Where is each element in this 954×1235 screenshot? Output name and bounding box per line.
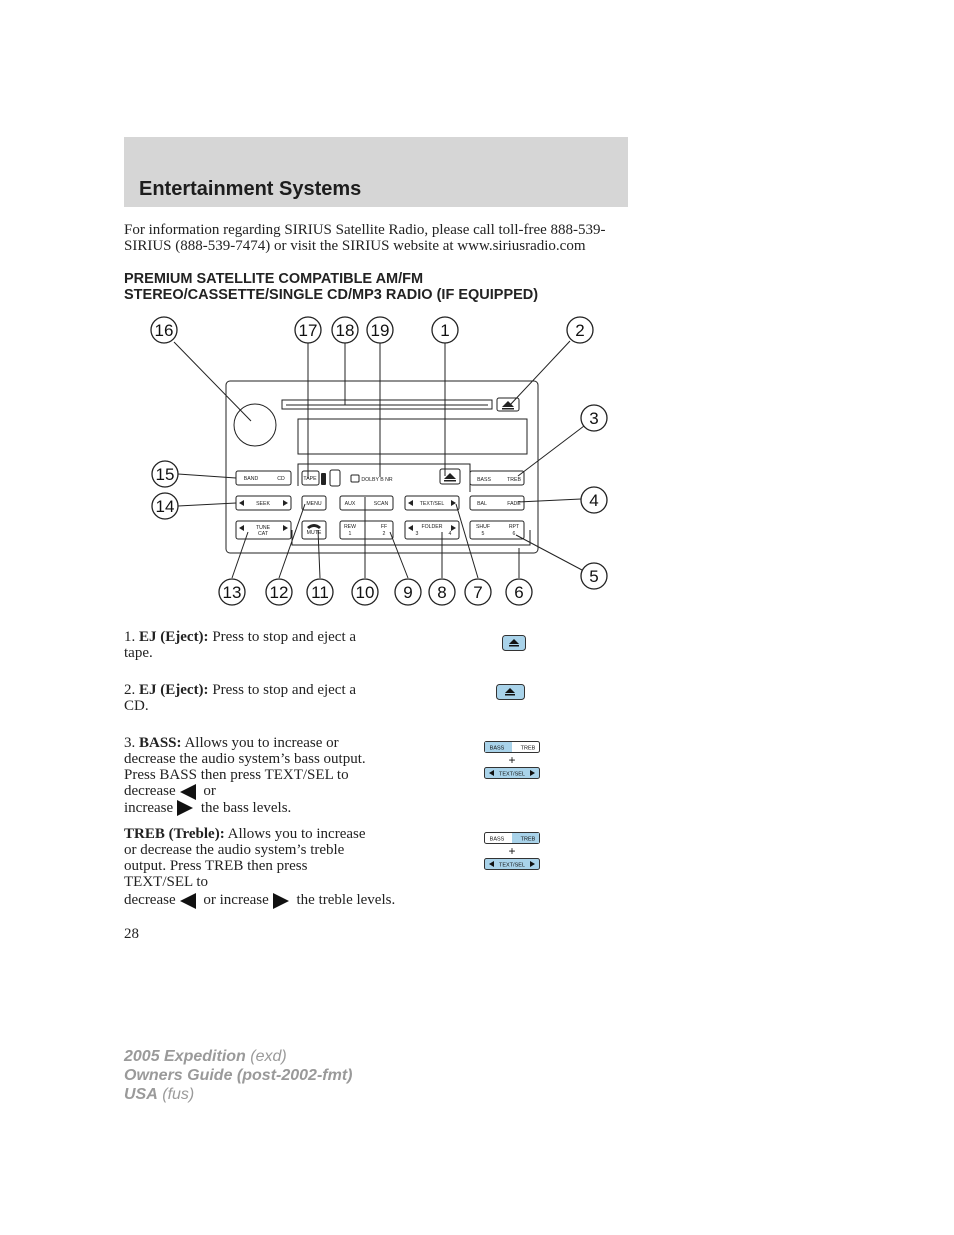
scan-label: SCAN bbox=[373, 501, 389, 507]
callout-15: 15 bbox=[155, 465, 175, 484]
footer-model-code: (exd) bbox=[250, 1048, 287, 1065]
decrease-arrow-icon bbox=[180, 893, 196, 909]
mini-plus: + bbox=[508, 753, 516, 767]
mini-bass-label: BASS bbox=[489, 836, 505, 843]
increase-arrow-icon bbox=[177, 800, 193, 816]
item-description: Allows you to increase or decrease the audio system’s bass output. Press BASS then press TEXT/SEL to decrease bbox=[124, 735, 366, 799]
cat-label: CAT bbox=[258, 531, 268, 537]
mini-plus: + bbox=[508, 844, 516, 858]
cd-eject-icon bbox=[496, 684, 525, 700]
callout-13: 13 bbox=[222, 583, 242, 602]
increase-arrow-icon bbox=[273, 893, 289, 909]
band-label: BAND bbox=[243, 476, 259, 482]
item-description-end: the treble levels. bbox=[296, 892, 396, 908]
page-title: Entertainment Systems bbox=[139, 178, 362, 200]
aux-label: AUX bbox=[344, 501, 356, 507]
item-term: BASS: bbox=[139, 735, 182, 751]
textsel-label: TEXT/SEL bbox=[419, 501, 445, 507]
footer-region: USA bbox=[124, 1086, 158, 1103]
callout-leaders bbox=[174, 341, 584, 578]
rpt-label: RPT bbox=[508, 524, 520, 530]
item-3-bass bbox=[124, 735, 374, 816]
footer bbox=[124, 1047, 352, 1104]
increase-text: increase bbox=[124, 799, 174, 816]
item-term: EJ (Eject): bbox=[139, 682, 209, 698]
preset-5-label: 5 bbox=[481, 531, 485, 537]
item-description: Press to stop and eject a CD. bbox=[124, 682, 357, 714]
callout-6: 6 bbox=[514, 583, 524, 602]
item-number: 2. bbox=[124, 682, 136, 698]
seek-label: SEEK bbox=[256, 501, 270, 507]
callout-1: 1 bbox=[440, 321, 450, 340]
radio-diagram bbox=[140, 310, 620, 610]
callout-10: 10 bbox=[355, 583, 375, 602]
treb-textsel-icon bbox=[484, 832, 542, 872]
callout-4: 4 bbox=[589, 491, 599, 510]
treb-label: TREB bbox=[507, 477, 521, 483]
callout-18: 18 bbox=[335, 321, 355, 340]
callout-12: 12 bbox=[269, 583, 289, 602]
preset-4-label: 4 bbox=[448, 531, 452, 537]
callout-11: 11 bbox=[311, 583, 329, 602]
item-treble bbox=[124, 826, 454, 909]
preset-2-label: 2 bbox=[382, 531, 386, 537]
footer-guide: Owners Guide (post-2002-fmt) bbox=[124, 1067, 353, 1084]
callout-7: 7 bbox=[473, 583, 483, 602]
folder-label: FOLDER bbox=[421, 524, 443, 530]
section-heading bbox=[124, 271, 644, 303]
or-text: or bbox=[203, 783, 216, 799]
callout-17: 17 bbox=[298, 321, 318, 340]
callout-19: 19 bbox=[370, 321, 390, 340]
tape-eject-icon bbox=[502, 635, 526, 651]
footer-region-code: (fus) bbox=[162, 1086, 195, 1103]
display-window bbox=[298, 419, 527, 454]
shuf-label: SHUF bbox=[475, 524, 491, 530]
mini-treb-label: TREB bbox=[520, 836, 536, 843]
item-2-eject-cd bbox=[124, 682, 374, 714]
item-number: 3. bbox=[124, 735, 136, 751]
footer-model: 2005 Expedition bbox=[124, 1048, 246, 1065]
or-increase-text: or increase bbox=[203, 892, 269, 908]
callout-14: 14 bbox=[155, 497, 175, 516]
item-term: TREB (Treble): bbox=[124, 826, 225, 842]
mini-bass-label: BASS bbox=[489, 745, 505, 752]
item-1-eject-tape bbox=[124, 629, 374, 661]
preset-1-label: 1 bbox=[348, 531, 352, 537]
decrease-text: decrease bbox=[124, 892, 176, 908]
intro-paragraph: For information regarding SIRIUS Satellite Radio, please call toll-free 888-539-SIRIUS (888-539-7474) or visit the SIRIUS website at www.siriusradio.com bbox=[124, 222, 606, 254]
item-number: 1. bbox=[124, 629, 136, 645]
item-term: EJ (Eject): bbox=[139, 629, 209, 645]
tape-label: TAPE bbox=[303, 476, 317, 482]
preset-3-label: 3 bbox=[415, 531, 419, 537]
callout-16: 16 bbox=[154, 321, 174, 340]
dolby-label: DOLBY B NR bbox=[361, 477, 393, 483]
section-heading-line1: PREMIUM SATELLITE COMPATIBLE AM/FM bbox=[124, 271, 424, 287]
mute-label: MUTE bbox=[306, 530, 322, 536]
menu-label: MENU bbox=[306, 501, 322, 507]
preset-6-label: 6 bbox=[512, 531, 516, 537]
fade-label: FADE bbox=[507, 501, 521, 507]
mini-textsel-label: TEXT/SEL bbox=[499, 862, 525, 869]
section-heading-line2: STEREO/CASSETTE/SINGLE CD/MP3 RADIO (IF EQUIPPED) bbox=[124, 287, 539, 303]
page-number: 28 bbox=[124, 926, 139, 942]
callout-3: 3 bbox=[589, 409, 599, 428]
rew-label: REW bbox=[343, 524, 357, 530]
cd-label: CD bbox=[277, 476, 285, 482]
item-description-end: the bass levels. bbox=[200, 799, 292, 816]
bass-label: BASS bbox=[477, 477, 491, 483]
ff-label: FF bbox=[380, 524, 388, 530]
bal-label: BAL bbox=[477, 501, 487, 507]
bass-textsel-icon bbox=[484, 741, 542, 781]
item-description: Allows you to increase or decrease the audio system’s treble output. Press TREB then press TEXT/SEL to bbox=[124, 826, 366, 890]
callout-5: 5 bbox=[589, 567, 599, 586]
decrease-arrow-icon bbox=[180, 784, 196, 800]
mini-treb-label: TREB bbox=[520, 745, 536, 752]
tune-label: TUNE bbox=[255, 525, 271, 531]
mini-textsel-label: TEXT/SEL bbox=[499, 771, 525, 778]
callout-9: 9 bbox=[403, 583, 413, 602]
callout-2: 2 bbox=[575, 321, 585, 340]
callout-8: 8 bbox=[437, 583, 447, 602]
item-description: Press to stop and eject a tape. bbox=[124, 629, 357, 661]
